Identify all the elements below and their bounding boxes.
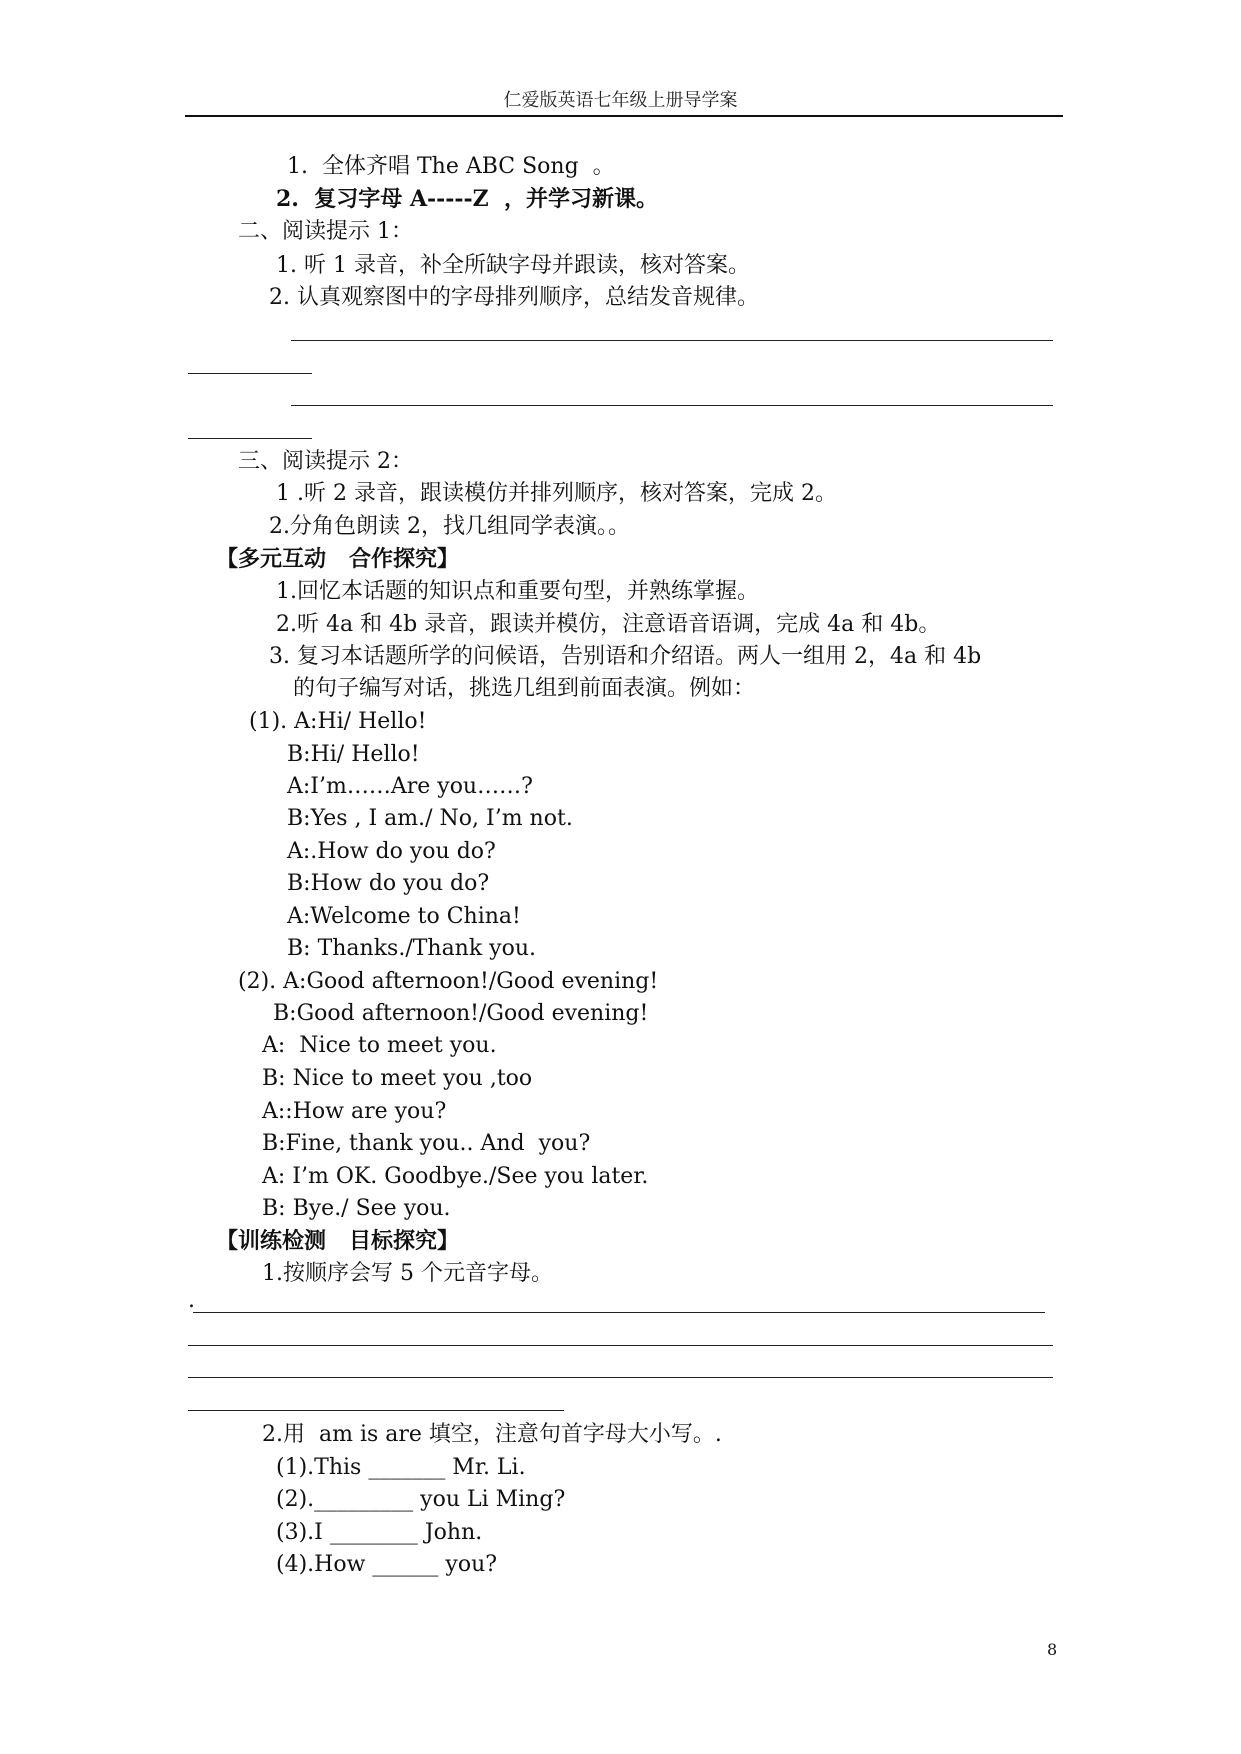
page-number: 8 <box>1047 1640 1058 1659</box>
dialogue-line: B:Fine, thank you.. And you? <box>262 1131 591 1156</box>
text-line: 1.回忆本话题的知识点和重要句型，并熟练掌握。 <box>276 579 759 604</box>
answer-blank[interactable] <box>188 438 312 439</box>
exercise-item: (1).This _______ Mr. Li. <box>276 1455 526 1480</box>
answer-blank[interactable] <box>291 340 1053 341</box>
section-heading: 【多元互动 合作探究】 <box>216 546 459 572</box>
dialogue-line: A:.How do you do? <box>287 839 496 864</box>
dialogue-line: A::How are you? <box>262 1099 447 1124</box>
text-line: 1 .听 2 录音，跟读模仿并排列顺序，核对答案，完成 2。 <box>276 481 837 506</box>
exercise-item: (3).I ________ John. <box>276 1520 483 1545</box>
text-line: 1.按顺序会写 5 个元音字母。 <box>262 1261 553 1286</box>
text-line: 1. 全体齐唱 The ABC Song 。 <box>287 154 615 179</box>
dialogue-line: B:Hi/ Hello! <box>287 742 420 767</box>
answer-blank[interactable] <box>188 1377 1053 1378</box>
dialogue-line: B: Bye./ See you. <box>262 1196 451 1221</box>
dialogue-line: (2). A:Good afternoon!/Good evening! <box>238 969 659 994</box>
text-line: 二、阅读提示 1： <box>238 219 413 244</box>
header-rule <box>185 115 1063 117</box>
text-line: 的句子编写对话，挑选几组到前面表演。例如： <box>293 676 756 701</box>
text-line: 2.分角色朗读 2，找几组同学表演。。 <box>269 514 630 539</box>
dialogue-line: A: I’m OK. Goodbye./See you later. <box>262 1164 649 1189</box>
answer-blank[interactable] <box>188 1345 1053 1346</box>
dialogue-line: A:Welcome to China! <box>287 904 521 929</box>
exercise-item: (4).How ______ you? <box>276 1552 498 1577</box>
dialogue-line: A:I’m……Are you……? <box>287 774 533 799</box>
text-line: 三、阅读提示 2： <box>238 449 413 474</box>
text-line: 3. 复习本话题所学的问候语，告别语和介绍语。两人一组用 2，4a 和 4b <box>269 644 982 669</box>
page-header-title: 仁爱版英语七年级上册导学案 <box>503 90 738 111</box>
text-line: 2. 复习字母 A-----Z ，并学习新课。 <box>276 186 659 212</box>
answer-blank[interactable] <box>188 373 312 374</box>
answer-blank[interactable] <box>188 1410 564 1411</box>
exercise-item: (2)._________ you Li Ming? <box>276 1487 566 1512</box>
dialogue-line: B:Good afternoon!/Good evening! <box>273 1001 649 1026</box>
dialogue-line: B: Thanks./Thank you. <box>287 936 537 961</box>
answer-blank[interactable] <box>193 1312 1045 1313</box>
leading-dot: . <box>188 1288 195 1313</box>
dialogue-line: B: Nice to meet you ,too <box>262 1066 533 1091</box>
answer-blank[interactable] <box>291 405 1053 406</box>
text-line: 2.听 4a 和 4b 录音，跟读并模仿，注意语音语调，完成 4a 和 4b。 <box>276 612 941 637</box>
dialogue-line: A: Nice to meet you. <box>262 1033 497 1058</box>
text-line: 2.用 am is are 填空，注意句首字母大小写。. <box>262 1422 722 1447</box>
dialogue-line: B:How do you do? <box>287 871 490 896</box>
dialogue-line: B:Yes , I am./ No, I’m not. <box>287 806 573 831</box>
section-heading: 【训练检测 目标探究】 <box>216 1228 459 1254</box>
dialogue-line: (1). A:Hi/ Hello! <box>249 709 427 734</box>
text-line: 2. 认真观察图中的字母排列顺序，总结发音规律。 <box>269 285 759 310</box>
text-line: 1. 听 1 录音，补全所缺字母并跟读，核对答案。 <box>276 253 750 278</box>
